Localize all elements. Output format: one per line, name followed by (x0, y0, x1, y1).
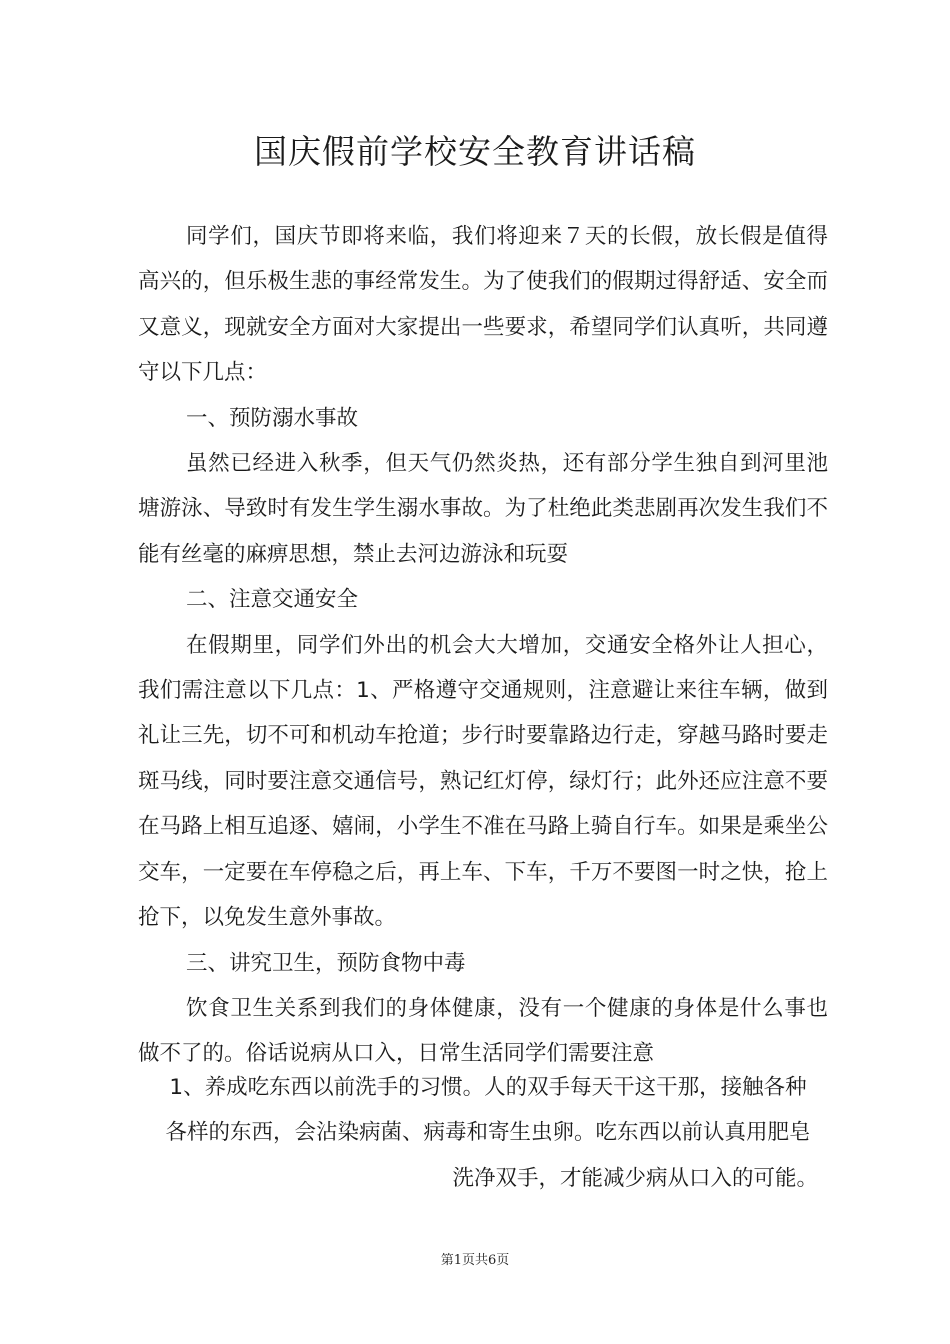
section-heading-traffic: 二、注意交通安全 (186, 587, 359, 613)
section-heading-hygiene: 三、讲究卫生，预防食物中毒 (186, 950, 466, 976)
section-body-hygiene: 饮食卫生关系到我们的身体健康，没有一个健康的身体是什么事也做不了的。俗话说病从口入，日常生活同学们需要注意 (138, 995, 828, 1067)
hygiene-item-1-line-2: 各样的东西，会沾染病菌、病毒和寄生虫卵。吃东西以前认真用肥皂 (165, 1120, 811, 1146)
hygiene-item-1 (138, 1065, 838, 1201)
section-body-traffic: 在假期里，同学们外出的机会大大增加，交通安全格外让人担心，我们需注意以下几点：1、严格遵守交通规则，注意避让来往车辆，做到礼让三先，切不可和机动车抢道；步行时要靠路边行走，穿越马路时要走斑马线，同时要注意交通信号，熟记红灯停，绿灯行；此外还应注意不要在马路上相互追逐、嬉闹，小学生不准在马路上骑自行车。如果是乘坐公交车，一定要在车停稳之后，再上车、下车，千万不要图一时之快，抢上抢下，以免发生意外事故。 (138, 632, 828, 931)
document-body (138, 214, 828, 1077)
section-heading-drowning: 一、预防溺水事故 (186, 405, 359, 431)
section-body-drowning: 虽然已经进入秋季，但天气仍然炎热，还有部分学生独自到河里池塘游泳、导致时有发生学生溺水事故。为了杜绝此类悲剧再次发生我们不能有丝毫的麻痹思想，禁止去河边游泳和玩耍 (138, 451, 828, 567)
document-title: 国庆假前学校安全教育讲话稿 (254, 132, 696, 172)
hygiene-item-1-line-3: 洗净双手，才能减少病从口入的可能。 (452, 1165, 818, 1191)
hygiene-item-1-line-1: 1、养成吃东西以前洗手的习惯。人的双手每天干这干那，接触各种 (169, 1075, 807, 1100)
page-number: 第1页共6页 (440, 1253, 510, 1268)
intro-paragraph: 同学们，国庆节即将来临，我们将迎来７天的长假，放长假是值得高兴的，但乐极生悲的事经常发生。为了使我们的假期过得舒适、安全而又意义，现就安全方面对大家提出一些要求，希望同学们认真听，共同遵守以下几点： (138, 224, 828, 386)
